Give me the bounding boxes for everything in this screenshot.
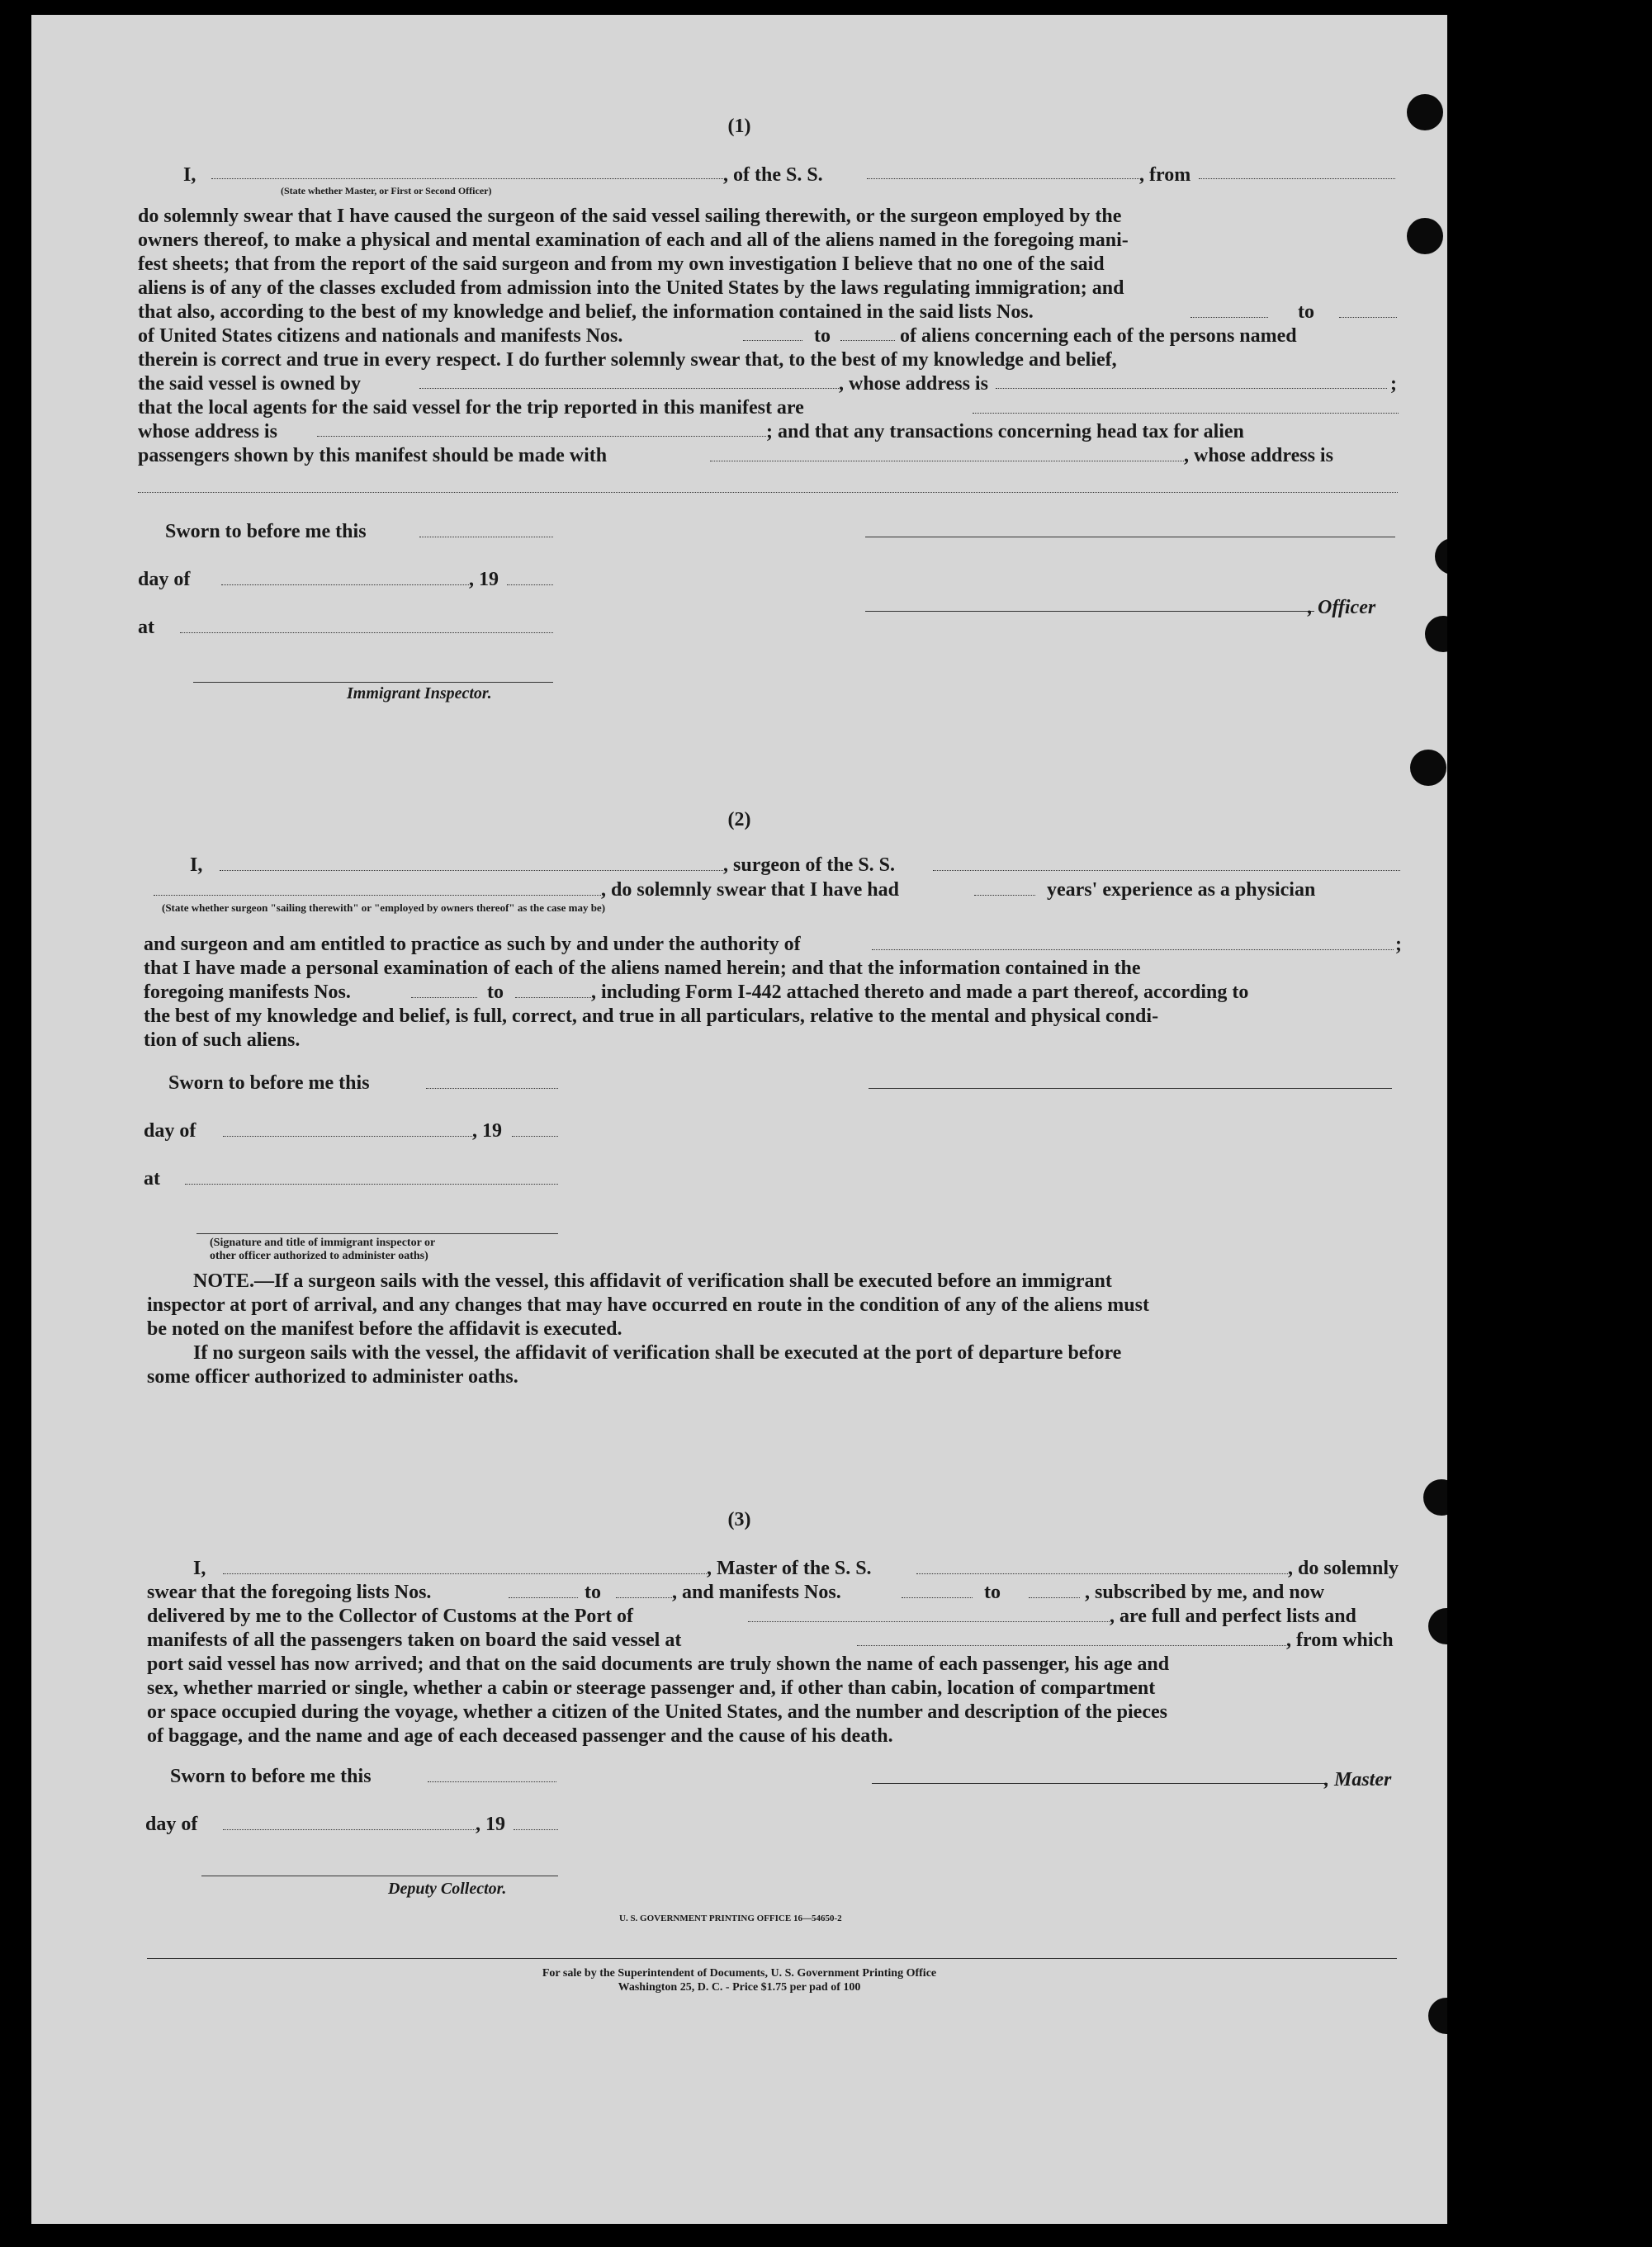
to-label: to <box>585 1582 601 1603</box>
at-label: at <box>144 1168 160 1190</box>
punch-hole <box>1410 750 1446 786</box>
semicolon: ; <box>1390 373 1397 395</box>
sworn-day-field[interactable] <box>426 1088 558 1089</box>
collector-label: delivered by me to the Collector of Customs at the Port of <box>147 1606 633 1627</box>
oath-line: owners thereof, to make a physical and mental examination of each and all of the aliens named in the foregoing mani- <box>138 229 1129 251</box>
year-field[interactable] <box>514 1829 558 1830</box>
day-of-label: day of <box>144 1120 196 1142</box>
at-label: at <box>138 617 154 638</box>
head-tax-address-field[interactable] <box>138 492 1398 493</box>
oath-line: therein is correct and true in every respect. I do further solemnly swear that, to the best of my knowledge and belief, <box>138 349 1117 371</box>
years-field[interactable] <box>974 895 1035 896</box>
manifests-to-field[interactable] <box>1029 1597 1080 1598</box>
manifests-from-field[interactable] <box>411 997 477 998</box>
surgeon-signature-line[interactable] <box>869 1088 1392 1089</box>
master-label: , Master <box>1324 1769 1392 1791</box>
punch-hole <box>1425 616 1447 652</box>
lists-full-label: , are full and perfect lists and <box>1110 1606 1356 1627</box>
signature-note: other officer authorized to administer oaths) <box>210 1250 428 1262</box>
verification-line: tion of such aliens. <box>144 1029 301 1051</box>
owned-by-label: the said vessel is owned by <box>138 373 362 395</box>
authority-label: and surgeon and am entitled to practice as such by and under the authority of <box>144 934 801 955</box>
manifests-label: , and manifests Nos. <box>672 1582 841 1603</box>
port-field[interactable] <box>748 1621 1110 1622</box>
oath-line: fest sheets; that from the report of the said surgeon and from my own investigation I believe that no one of the said <box>138 253 1105 275</box>
verification-line: that I have made a personal examination of each of the aliens named herein; and that the information contained in the <box>144 958 1141 979</box>
at-place-field[interactable] <box>180 632 553 633</box>
to-label: to <box>984 1582 1001 1603</box>
master-oath-line: sex, whether married or single, whether a cabin or steerage passenger and, if other than cabin, location of compartment <box>147 1677 1156 1699</box>
gpo-imprint: U. S. GOVERNMENT PRINTING OFFICE 16—54650-2 <box>619 1913 842 1923</box>
form-page <box>31 15 1447 2224</box>
agents-address-label: whose address is <box>138 421 277 442</box>
oath-line: of United States citizens and nationals and manifests Nos. <box>138 325 623 347</box>
vessel-name-field[interactable] <box>867 178 1139 179</box>
footer-rule <box>147 1958 1397 1959</box>
note-line: some officer authorized to administer oaths. <box>147 1366 518 1388</box>
years-label: years' experience as a physician <box>1047 879 1316 901</box>
manifests-to-field[interactable] <box>515 997 591 998</box>
sworn-label: Sworn to before me this <box>168 1072 370 1094</box>
surgeon-vessel-field[interactable] <box>933 870 1400 871</box>
section-2-heading: (2) <box>727 809 751 830</box>
sworn-day-field[interactable] <box>428 1781 556 1782</box>
from-port-field[interactable] <box>1199 178 1395 179</box>
footer-line: Washington 25, D. C. - Price $1.75 per pad of 100 <box>618 1981 861 1994</box>
i-label: I, <box>183 164 196 186</box>
owner-address-field[interactable] <box>996 388 1387 389</box>
deputy-collector-label: Deputy Collector. <box>388 1880 507 1898</box>
to-label: to <box>1298 301 1314 323</box>
agents-address-field[interactable] <box>317 436 766 437</box>
at-place-field[interactable] <box>185 1184 558 1185</box>
month-field[interactable] <box>221 584 469 585</box>
master-vessel-field[interactable] <box>916 1573 1288 1574</box>
signature-note: (Signature and title of immigrant inspector or <box>210 1237 436 1249</box>
verification-line: the best of my knowledge and belief, is full, correct, and true in all particulars, relative to the mental and physical condi- <box>144 1005 1159 1027</box>
manifests-to-field[interactable] <box>840 340 895 341</box>
master-of-label: , Master of the S. S. <box>707 1558 872 1579</box>
master-oath-line: or space occupied during the voyage, whether a citizen of the United States, and the number and description of the pieces <box>147 1701 1167 1723</box>
officer-name-field[interactable] <box>211 178 723 179</box>
footer-line: For sale by the Superintendent of Documents, U. S. Government Printing Office <box>542 1967 937 1980</box>
note-line: NOTE.—If a surgeon sails with the vessel, this affidavit of verification shall be executed before an immigrant <box>193 1270 1112 1292</box>
do-solemnly-label: , do solemnly <box>1288 1558 1399 1579</box>
state-note: (State whether Master, or First or Second Officer) <box>281 185 492 196</box>
manifests-label: foregoing manifests Nos. <box>144 982 351 1003</box>
of-ss-label: , of the S. S. <box>723 164 823 186</box>
oath-line: of aliens concerning each of the persons named <box>900 325 1297 347</box>
note-line: inspector at port of arrival, and any changes that may have occurred en route in the condition of any of the aliens must <box>147 1294 1149 1316</box>
note-line: be noted on the manifest before the affidavit is executed. <box>147 1318 622 1340</box>
subscribed-label: , subscribed by me, and now <box>1085 1582 1325 1603</box>
address-label: , whose address is <box>839 373 988 395</box>
head-tax-label: passengers shown by this manifest should be made with <box>138 445 608 466</box>
embark-port-field[interactable] <box>857 1645 1286 1646</box>
state-note: (State whether surgeon "sailing therewith" or "employed by owners thereof" as the case may be) <box>162 901 606 914</box>
section-1-heading: (1) <box>727 116 751 137</box>
from-label: , from <box>1139 164 1191 186</box>
verification-line: , including Form I-442 attached thereto and made a part thereof, according to <box>591 982 1249 1003</box>
address-label: , whose address is <box>1184 445 1333 466</box>
master-oath-paragraph <box>147 1653 1418 1748</box>
year-label: , 19 <box>469 569 499 590</box>
month-field[interactable] <box>223 1136 472 1137</box>
inspector-signature-line[interactable] <box>196 1233 558 1234</box>
manifests-from-field[interactable] <box>743 340 802 341</box>
lists-to-field[interactable] <box>616 1597 672 1598</box>
agents-label: that the local agents for the said vessel for the trip reported in this manifest are <box>138 397 804 419</box>
surgeon-of-label: , surgeon of the S. S. <box>723 854 896 876</box>
lists-to-field[interactable] <box>1339 317 1397 318</box>
sworn-label: Sworn to before me this <box>165 521 367 542</box>
authority-field[interactable] <box>872 949 1394 950</box>
lists-from-field[interactable] <box>509 1597 578 1598</box>
oath-paragraph <box>138 205 1409 300</box>
year-field[interactable] <box>507 584 553 585</box>
punch-hole <box>1435 538 1447 575</box>
master-oath-line: of baggage, and the name and age of each deceased passenger and the cause of his death. <box>147 1725 893 1747</box>
punch-hole <box>1428 1608 1447 1644</box>
oath-line: ; and that any transactions concerning head tax for alien <box>766 421 1244 442</box>
semicolon: ; <box>1395 934 1402 955</box>
from-which-label: , from which <box>1286 1630 1394 1651</box>
lists-label: swear that the foregoing lists Nos. <box>147 1582 432 1603</box>
officer-label: , Officer <box>1308 597 1376 618</box>
agents-field[interactable] <box>973 413 1399 414</box>
master-name-field[interactable] <box>223 1573 707 1574</box>
to-label: to <box>487 982 504 1003</box>
master-oath-line: port said vessel has now arrived; and that on the said documents are truly shown the name of each passenger, his age and <box>147 1653 1170 1675</box>
surgeon-name-field[interactable] <box>220 870 723 871</box>
day-of-label: day of <box>145 1814 198 1835</box>
oath-line: aliens is of any of the classes excluded from admission into the United States by the laws regulating immigration; and <box>138 277 1124 299</box>
punch-hole <box>1407 218 1443 254</box>
i-label: I, <box>190 854 203 876</box>
surgeon-status-field[interactable] <box>154 895 601 896</box>
swear-label: , do solemnly swear that I have had <box>601 879 899 901</box>
sworn-label: Sworn to before me this <box>170 1766 372 1787</box>
section-3-heading: (3) <box>727 1509 751 1530</box>
to-label: to <box>814 325 831 347</box>
officer-title-line[interactable] <box>865 611 1314 612</box>
oath-line: do solemnly swear that I have caused the surgeon of the said vessel sailing therewith, or the surgeon employed by the <box>138 206 1122 227</box>
i-label: I, <box>193 1558 206 1579</box>
year-field[interactable] <box>512 1136 558 1137</box>
lists-from-field[interactable] <box>1190 317 1268 318</box>
taken-on-board-label: manifests of all the passengers taken on board the said vessel at <box>147 1630 682 1651</box>
note-line: If no surgeon sails with the vessel, the affidavit of verification shall be executed at the port of departure before <box>193 1342 1122 1364</box>
master-signature-line[interactable] <box>872 1783 1328 1784</box>
year-label: , 19 <box>472 1120 502 1142</box>
note-paragraph <box>147 1270 1418 1389</box>
day-of-label: day of <box>138 569 191 590</box>
owner-field[interactable] <box>419 388 839 389</box>
punch-hole <box>1428 1998 1447 2034</box>
immigrant-inspector-label: Immigrant Inspector. <box>347 684 492 702</box>
manifests-from-field[interactable] <box>902 1597 973 1598</box>
oath-line: that also, according to the best of my knowledge and belief, the information contained in the said lists Nos. <box>138 301 1034 323</box>
month-field[interactable] <box>223 1829 476 1830</box>
year-label: , 19 <box>476 1814 505 1835</box>
